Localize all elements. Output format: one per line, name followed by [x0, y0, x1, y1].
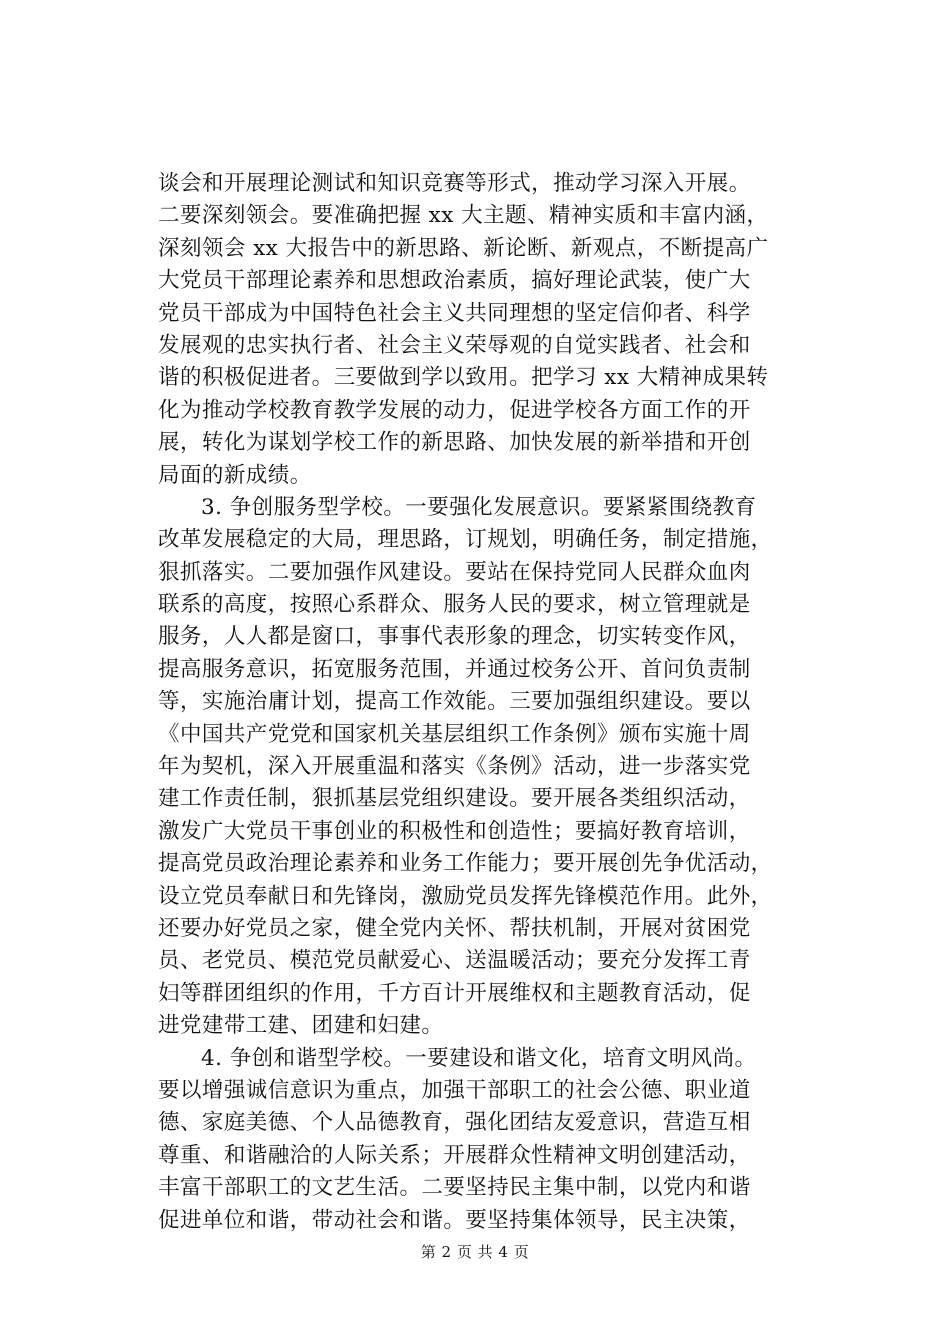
text-line: 促进单位和谐，带动社会和谐。要坚持集体领导，民主决策， — [158, 1207, 751, 1233]
text-line: 谈会和开展理论测试和知识竞赛等形式，推动学习深入开展。 — [158, 171, 751, 196]
text-line: 谐的积极促进者。三要做到学以致用。把学习 xx 大精神成果转 — [158, 365, 769, 391]
text-line: 提高服务意识，拓宽服务范围，并通过校务公开、首问负责制 — [158, 656, 751, 682]
text-line: 发展观的忠实执行者、社会主义荣辱观的自觉实践者、社会和 — [158, 332, 751, 358]
text-line: 丰富干部职工的文艺生活。二要坚持民主集中制，以党内和谐 — [158, 1175, 751, 1201]
text-line: 深刻领会 xx 大报告中的新思路、新论断、新观点，不断提高广 — [158, 235, 769, 261]
text-line: 设立党员奉献日和先锋岗，激励党员发挥先锋模范作用。此外， — [158, 883, 773, 909]
text-line: 尊重、和谐融洽的人际关系；开展群众性精神文明创建活动， — [158, 1142, 751, 1168]
text-line: 要以增强诚信意识为重点，加强干部职工的社会公德、职业道 — [158, 1077, 751, 1103]
text-line: 大党员干部理论素养和思想政治素质，搞好理论武装，使广大 — [158, 268, 751, 294]
text-line: 员、老党员、模范党员献爱心、送温暖活动；要充分发挥工青 — [158, 948, 751, 974]
text-line: 进党建带工建、团建和妇建。 — [158, 1013, 444, 1039]
text-line: 年为契机，深入开展重温和落实《条例》活动，进一步落实党 — [158, 754, 751, 780]
body-text — [158, 168, 858, 1237]
text-line: 3. 争创服务型学校。一要强化发展意识。要紧紧围绕教育 — [201, 494, 757, 520]
text-line: 德、家庭美德、个人品德教育，强化团结友爱意识，营造互相 — [158, 1110, 751, 1136]
text-line: 建工作责任制，狠抓基层党组织建设。要开展各类组织活动， — [158, 786, 751, 812]
text-line: 妇等群团组织的作用，千方百计开展维权和主题教育活动，促 — [158, 980, 751, 1006]
text-line: 4. 争创和谐型学校。一要建设和谐文化，培育文明风尚。 — [201, 1045, 757, 1071]
text-line: 改革发展稳定的大局，理思路，订规划，明确任务，制定措施， — [158, 527, 773, 553]
text-line: 激发广大党员干事创业的积极性和创造性；要搞好教育培训， — [158, 818, 751, 844]
text-line: 二要深刻领会。要准确把握 xx 大主题、精神实质和丰富内涵， — [158, 203, 769, 229]
text-line: 提高党员政治理论素养和业务工作能力；要开展创先争优活动， — [158, 851, 773, 877]
text-line: 党员干部成为中国特色社会主义共同理想的坚定信仰者、科学 — [158, 300, 751, 326]
page-footer: 第 2 页 共 4 页 — [420, 1243, 530, 1261]
text-line: 狠抓落实。二要加强作风建设。要站在保持党同人民群众血肉 — [158, 559, 751, 585]
text-line: 还要办好党员之家，健全党内关怀、帮扶机制，开展对贫困党 — [158, 915, 751, 941]
text-line: 展，转化为谋划学校工作的新思路、加快发展的新举措和开创 — [158, 430, 751, 456]
text-line: 服务，人人都是窗口，事事代表形象的理念，切实转变作风， — [158, 624, 751, 650]
text-line: 联系的高度，按照心系群众、服务人民的要求，树立管理就是 — [158, 592, 751, 618]
text-line: 局面的新成绩。 — [158, 462, 312, 488]
text-line: 化为推动学校教育教学发展的动力，促进学校各方面工作的开 — [158, 397, 751, 423]
text-line: 《中国共产党党和国家机关基层组织工作条例》颁布实施十周 — [158, 721, 751, 747]
text-line: 等，实施治庸计划，提高工作效能。三要加强组织建设。要以 — [158, 689, 751, 715]
